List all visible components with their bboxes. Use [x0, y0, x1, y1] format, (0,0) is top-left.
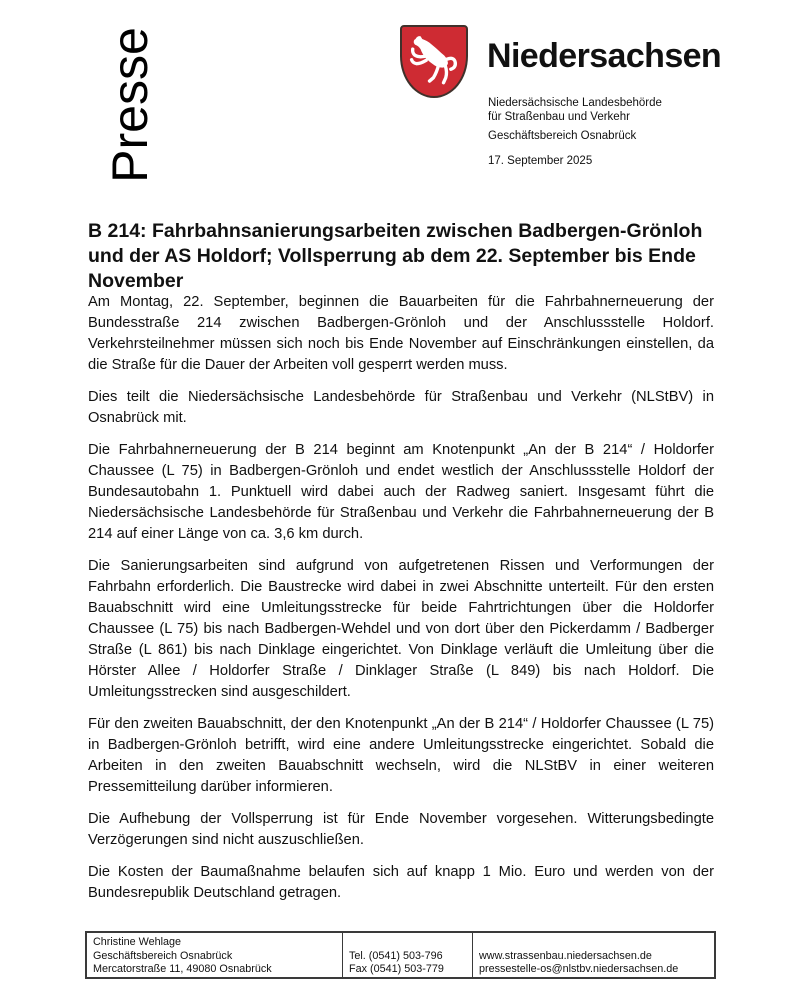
press-email: pressestelle-os@nlstbv.niedersachsen.de [479, 962, 679, 975]
agency-name-line2: für Straßenbau und Verkehr [488, 110, 630, 123]
contact-address-block [93, 950, 336, 975]
division-label: Geschäftsbereich Osnabrück [488, 130, 637, 142]
contact-cell [87, 933, 343, 977]
contact-division: Geschäftsbereich Osnabrück [93, 950, 233, 962]
release-date: 17. September 2025 [488, 155, 593, 167]
paragraph: Am Montag, 22. September, beginnen die Bauarbeiten für die Fahrbahnerneuerung der Bundesstraße 214 zwischen Badbergen-Grönloh und der Anschlussstelle Holdorf. Verkehrsteilnehmer müssen sich noch bis Ende November auf Einschränkungen einstellen, da die Straße für die Dauer der Arbeiten voll gesperrt werden muss. [88, 294, 714, 373]
press-release-title: B 214: Fahrbahnsanierungsarbeiten zwischen Badbergen-Grönloh und der AS Holdorf; Vollsperrung ab dem 22. September bis Ende November [88, 220, 703, 293]
web-cell [473, 933, 714, 977]
contact-name: Christine Wehlage [93, 936, 182, 948]
niedersachsen-coat-of-arms [400, 25, 468, 98]
contact-footer-table [85, 931, 716, 979]
paragraph: Dies teilt die Niedersächsische Landesbehörde für Straßenbau und Verkehr (NLStBV) in Osnabrück mit. [88, 389, 714, 426]
paragraph: Die Fahrbahnerneuerung der B 214 beginnt am Knotenpunkt „An der B 214“ / Holdorfer Chaussee (L 75) in Badbergen-Grönloh und endet westlich der Anschlussstelle Holdorf der Bundesautobahn 1. Punktuell wird dabei auch der Radweg saniert. Insgesamt führt die Niedersächsische Landesbehörde für Straßenbau und Verkehr die Fahrbahnerneuerung der B 214 auf einer Länge von ca. 3,6 km durch. [88, 442, 714, 542]
fax-number: Fax (0541) 503-779 [349, 962, 444, 975]
phone-number: Tel. (0541) 503-796 [349, 950, 443, 962]
brand-wordmark: Niedersachsen [487, 37, 722, 75]
phone-cell [343, 933, 473, 977]
website-url: www.strassenbau.niedersachsen.de [479, 950, 652, 962]
agency-name-line1: Niedersächsische Landesbehörde [488, 97, 662, 109]
contact-address: Mercatorstraße 11, 49080 Osnabrück [93, 962, 272, 975]
paragraph: Die Sanierungsarbeiten sind aufgrund von aufgetretenen Rissen und Verformungen der Fahrbahn erforderlich. Die Baustrecke wird dabei in zwei Abschnitte unterteilt. Für den ersten Bauabschnitt wird eine Umleitungsstrecke für beide Fahrtrichtungen über die Holdorfer Chaussee (L 75) bis nach Badbergen-Wehdel und von dort über den Pickerdamm / Badberger Straße (L 861) bis nach Dinklage eingerichtet. Von Dinklage verläuft die Umleitung über die Hörster Allee / Holdorfer Straße / Dinklager Straße (L 849) bis nach Holdorf. Die Umleitungsstrecken sind ausgeschildert. [88, 558, 714, 700]
article-body [88, 292, 714, 915]
saxon-steed-horse-icon [406, 32, 462, 92]
presse-vertical-label: Presse [102, 27, 158, 183]
agency-name [488, 97, 662, 124]
paragraph: Für den zweiten Bauabschnitt, der den Knotenpunkt „An der B 214“ / Holdorfer Chaussee (L 75) in Badbergen-Grönloh betrifft, wird eine andere Umleitungsstrecke eingerichtet. Sobald die Arbeiten in den zweiten Bauabschnitt wechseln, wird die NLStBV in einer weiteren Pressemitteilung darüber informieren. [88, 716, 714, 795]
paragraph: Die Aufhebung der Vollsperrung ist für Ende November vorgesehen. Witterungsbedingte Verzögerungen sind nicht auszuschließen. [88, 811, 714, 848]
paragraph: Die Kosten der Baumaßnahme belaufen sich auf knapp 1 Mio. Euro und werden von der Bundesrepublik Deutschland getragen. [88, 864, 714, 901]
